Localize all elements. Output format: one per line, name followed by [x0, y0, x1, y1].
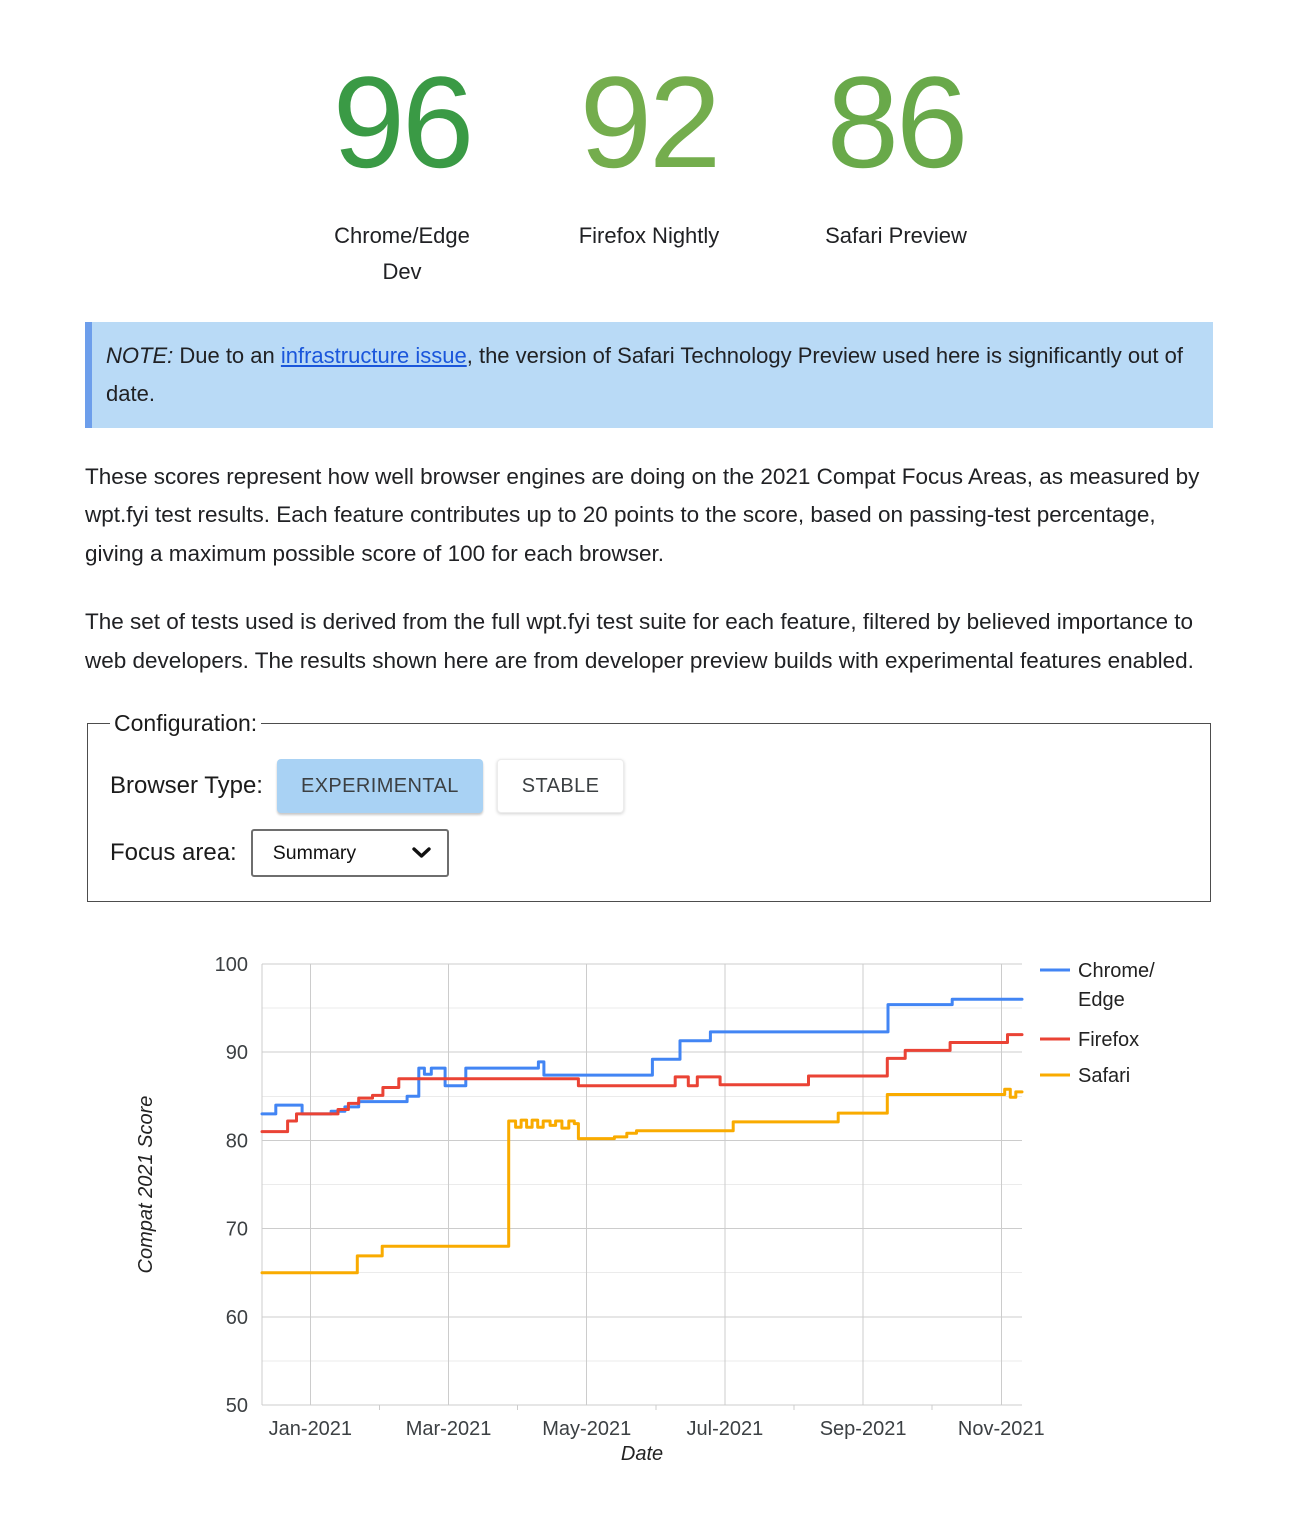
browser-type-label: Browser Type:: [110, 772, 263, 800]
series-line-safari: [262, 1089, 1022, 1273]
score-card: [773, 50, 1020, 290]
infrastructure-issue-link[interactable]: infrastructure issue: [280, 342, 467, 368]
configuration-legend: Configuration:: [114, 710, 258, 737]
stable-button[interactable]: STABLE: [497, 759, 625, 813]
score-card: [526, 50, 773, 290]
series-line-firefox: [262, 1035, 1022, 1132]
focus-area-selected-value: Summary: [272, 841, 357, 864]
y-tick-label: 90: [225, 1042, 248, 1065]
score-card: [279, 50, 526, 290]
chart-section: [0, 932, 1298, 1507]
y-axis-title: Compat 2021 Score: [135, 1095, 157, 1274]
legend-label-chrome-edge: Edge: [1078, 989, 1125, 1012]
focus-area-label: Focus area:: [110, 839, 237, 867]
experimental-button[interactable]: EXPERIMENTAL: [277, 759, 483, 813]
legend-label-firefox: Firefox: [1078, 1029, 1140, 1052]
x-tick-label: Nov-2021: [957, 1418, 1045, 1441]
configuration-fieldset: [87, 710, 1211, 902]
focus-area-select[interactable]: [251, 829, 449, 877]
score-value-firefox: 92: [579, 49, 719, 195]
score-summary: [85, 0, 1213, 290]
score-label-chrome-edge: Chrome/Edge Dev: [334, 222, 470, 284]
legend-label-safari: Safari: [1078, 1065, 1131, 1088]
score-value-safari: 86: [826, 49, 966, 195]
tests-paragraph: The set of tests used is derived from the full wpt.fyi test suite for each feature, filtered by believed importance to web developers. The results shown here are from developer preview builds with experimental features enabled.: [85, 609, 1194, 673]
y-tick-label: 100: [214, 954, 248, 977]
note-text-after-link: , the version of Safari Technology Preview used here is significantly out of date.: [106, 342, 1183, 406]
score-label-firefox: Firefox Nightly: [578, 222, 720, 248]
x-tick-label: Jul-2021: [686, 1418, 764, 1441]
legend-label-chrome-edge: Chrome/: [1078, 960, 1155, 983]
score-label-safari: Safari Preview: [825, 222, 967, 248]
compat-chart: [0, 932, 1298, 1507]
y-tick-label: 60: [225, 1306, 248, 1329]
x-tick-label: Mar-2021: [405, 1418, 492, 1441]
page-content: [85, 0, 1213, 902]
x-tick-label: May-2021: [542, 1418, 632, 1441]
y-tick-label: 50: [225, 1395, 248, 1418]
note-prefix: NOTE:: [106, 342, 174, 368]
x-tick-label: Sep-2021: [819, 1418, 907, 1441]
x-axis-title: Date: [620, 1443, 664, 1466]
chevron-down-icon: [412, 847, 431, 859]
note-banner: [85, 322, 1213, 428]
y-tick-label: 70: [225, 1218, 248, 1241]
score-value-chrome-edge: 96: [332, 49, 472, 195]
x-tick-label: Jan-2021: [268, 1418, 353, 1441]
focus-area-row: [110, 829, 1190, 877]
intro-paragraph: These scores represent how well browser engines are doing on the 2021 Compat Focus Areas, as measured by wpt.fyi test results. Each feature contributes up to 20 points to the score, based on passing-test percentage, giving a maximum possible score of 100 for each browser.: [85, 463, 1200, 566]
y-tick-label: 80: [225, 1130, 248, 1153]
note-text-before-link: Due to an: [173, 342, 281, 368]
browser-type-row: [110, 759, 1190, 813]
